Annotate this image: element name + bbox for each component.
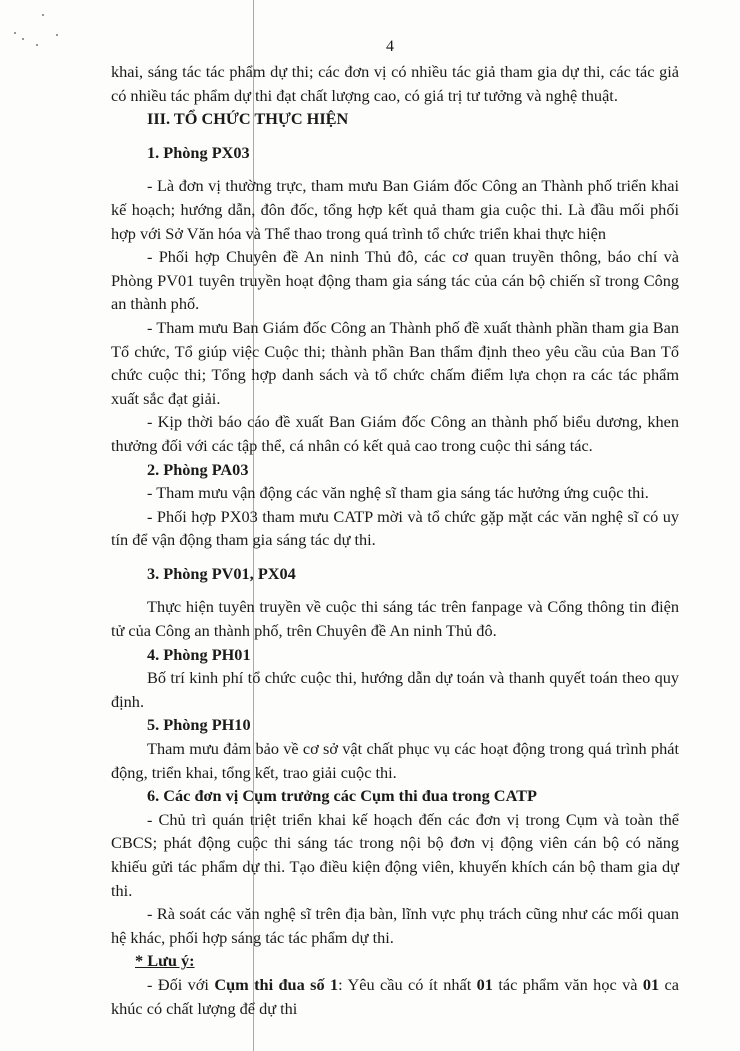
paragraph-note — [111, 973, 679, 1020]
paragraph: Bố trí kinh phí tổ chức cuộc thi, hướng dẫn dự toán và thanh quyết toán theo quy định. — [111, 668, 679, 711]
note-text: - Đối với — [147, 974, 215, 994]
subsection-heading: 5. Phòng PH10 — [147, 715, 251, 735]
paragraph-intro: khai, sáng tác tác phẩm dự thi; các đơn vị có nhiều tác giả tham gia dự thi, các tác giả có nhiều tác phẩm dự thi đạt chất lượng cao, có giá trị tư tưởng và nghệ thuật. — [111, 62, 679, 105]
subsection-heading: 1. Phòng PX03 — [147, 142, 250, 162]
subsection-heading: 6. Các đơn vị Cụm trưởng các Cụm thi đua trong CATP — [147, 786, 537, 806]
note-heading-text: * Lưu ý: — [135, 951, 195, 971]
subsection-heading: 2. Phòng PA03 — [147, 459, 249, 479]
section-heading: III. TỔ CHỨC THỰC HIỆN — [147, 109, 349, 129]
scan-speck — [14, 32, 16, 34]
paragraph: - Rà soát các văn nghệ sĩ trên địa bàn, lĩnh vực phụ trách cũng như các mối quan hệ khác, phối hợp sáng tác tác phẩm dự thi. — [111, 904, 679, 947]
subsection-heading: 3. Phòng PV01, PX04 — [147, 563, 296, 583]
paragraph: - Là đơn vị thường trực, tham mưu Ban Giám đốc Công an Thành phố triển khai kế hoạch; hướng dẫn, đôn đốc, tổng hợp kết quả tham gia cuộc thi. Là đầu mối phối hợp với Sở Văn hóa và Thể thao trong quá trình tổ chức triển khai thực hiện — [111, 176, 679, 243]
document-body — [111, 60, 679, 1020]
paragraph: Thực hiện tuyên truyền về cuộc thi sáng tác trên fanpage và Cổng thông tin điện tử của Công an thành phố, trên Chuyên đề An ninh Thủ đô. — [111, 597, 679, 641]
note-bold-number: 01 — [476, 974, 493, 994]
subsection-heading: 4. Phòng PH01 — [147, 644, 251, 664]
paragraph: - Kịp thời báo cáo đề xuất Ban Giám đốc Công an thành phố biểu dương, khen thưởng đối với các tập thể, cá nhân có kết quả cao trong cuộc thi sáng tác. — [111, 412, 679, 455]
note-text: ca khúc có chất lượng để dự thi — [111, 974, 679, 1018]
paragraph: - Chủ trì quán triệt triển khai kế hoạch đến các đơn vị trong Cụm và toàn thể CBCS; phát động cuộc thi sáng tác trong nội bộ đơn vị động viên cán bộ có năng khiếu gửi tác phẩm dự thi. Tạo điều kiện động viên, khuyến khích cán bộ tham gia dự thi. — [111, 809, 679, 900]
paragraph: - Tham mưu Ban Giám đốc Công an Thành phố đề xuất thành phần tham gia Ban Tổ chức, Tổ giúp việc Cuộc thi; thành phần Ban thẩm định theo yêu cầu của Ban Tổ chức cuộc thi; Tổng hợp danh sách và tổ chức chấm điểm lựa chọn ra các tác phẩm xuất sắc đạt giải. — [111, 317, 679, 408]
paragraph: - Phối hợp PX03 tham mưu CATP mời và tổ chức gặp mặt các văn nghệ sĩ có uy tín để vận động tham gia sáng tác dự thi. — [111, 506, 679, 550]
note-bold-text: Cụm thi đua số 1 — [214, 974, 339, 994]
note-heading — [111, 949, 679, 973]
note-text: : Yêu cầu có ít nhất — [338, 974, 477, 994]
scan-speck — [56, 34, 58, 36]
paragraph: - Phối hợp Chuyên đề An ninh Thủ đô, các cơ quan truyền thông, báo chí và Phòng PV01 tuyên truyền hoạt động tham gia sáng tác của cán bộ chiến sĩ trong Công an thành phố. — [111, 247, 679, 314]
page-number: 4 — [386, 38, 394, 55]
note-bold-number: 01 — [642, 974, 660, 994]
paragraph: Tham mưu đảm bảo về cơ sở vật chất phục vụ các hoạt động trong quá trình phát động, triển khai, tổng kết, trao giải cuộc thi. — [111, 739, 679, 782]
scan-speck — [42, 14, 44, 16]
paragraph: - Tham mưu vận động các văn nghệ sĩ tham gia sáng tác hưởng ứng cuộc thi. — [147, 483, 649, 503]
note-text: tác phẩm văn học và — [492, 974, 643, 994]
